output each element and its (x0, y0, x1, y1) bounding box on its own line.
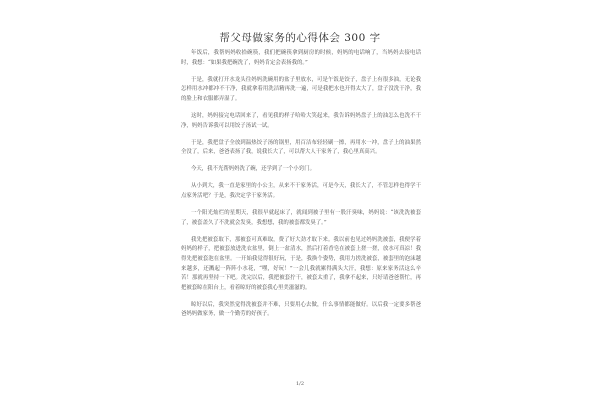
paragraph-2: 于是，我就打开水龙头往妈妈洗碗用的盆子里放水，可是午饭是饺子，盘子上有很多油，无论我怎样用水冲都冲不干净，我就拿着用洗洁精再洗一遍，可是我把水也开得太大了，盘子没洗干净，我的脸上和衣服都弄湿了。 (181, 76, 421, 102)
paragraph-3: 这时，妈妈接完电话回来了，看见我的样子哈哈大笑起来，我告诉妈妈盘子上的油怎么也洗不干净，妈妈告诉我可以用饺子汤试一试。 (181, 112, 421, 129)
essay-body (181, 49, 421, 328)
paragraph-4: 于是，我把盘子全放到温热饺子汤的锅里，用百洁布轻轻刷一擦，再用水一冲，盘子上的油果然全没了，后来，爸爸表扬了我，说我长大了，可以帮大人干家务了，我心里真高兴。 (181, 139, 421, 156)
paragraph-7: 一个阳光灿烂的星期天，我很早就起床了，就闻到被子里有一股汗臭味，妈妈说：“该洗洗被套了，被套盖久了不洗就会发臭，我想想，我的被套都发臭了。” (181, 210, 421, 226)
paragraph-9: 晾好以后，我突然觉得洗被套并不难，只要用心去做，什么事情都能做好。以后我一定要多帮爸爸妈妈做家务，做一个勤劳的好孩子。 (181, 301, 421, 318)
page-number: 1/2 (295, 381, 305, 387)
paragraph-6: 从小到大，我一直是家里的小公主，从来不干家务活，可是今天，我长大了，不管怎样也得学干点家务活吧？于是，我决定学干家务活。 (181, 183, 421, 200)
paragraph-8: 我先把被套取下，那被套可真难取，费了好大劲才取下来。我以前也见过妈妈洗被套，我便学着妈妈的样子，把被套放进洗衣盆里，倒上一盆清水，然后打着香皂在被套上搓一搓，放水可真凉！我得先把被套泡在盆里。一开始我觉得很好玩，于是，我换个姿势，我用力搓洗被套，被套里的泡沫越来越多，还溅起一阵阵小水花，“嘿，好玩！”一会儿我就累得满头大汗，我想：原来家务活这么辛苦！那就再坚持一下吧。洗完以后，我把被套拧干，被套太重了，我拿不起来，只好请爸爸帮忙，再把被套晾在阳台上，看着晾好的被套我心里美滋滋的。 (181, 236, 421, 291)
paragraph-1: 年饭后，我帮妈妈收拾碗筷，我们把碗筷拿到厨房的时候，妈妈的电话响了，当妈妈去接电话时，我想：“如果我把碗洗了，妈妈肯定会表扬我的。” (181, 50, 421, 66)
page-title: 帮父母做家务的心得体会 300 字 (219, 32, 381, 44)
paragraph-5: 今天，我不光帮妈妈洗了碗，还学到了一个小窍门。 (191, 166, 315, 173)
